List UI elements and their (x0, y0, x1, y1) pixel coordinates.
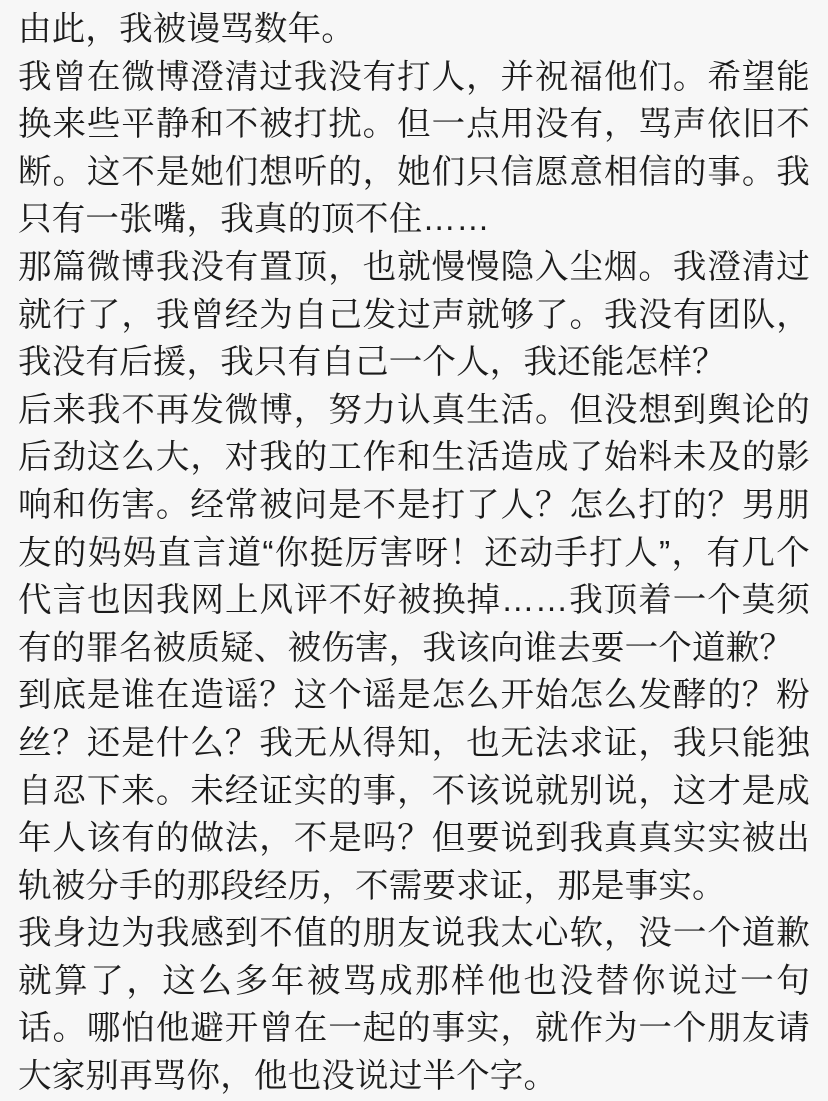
paragraph: 我身边为我感到不值的朋友说我太心软，没一个道歉就算了，这么多年被骂成那样他也没替你说过一句话。哪怕他避开曾在一起的事实，就作为一个朋友请大家别再骂你，他也没说过半个字。 (18, 915, 810, 1096)
paragraph: 那篇微博我没有置顶，也就慢慢隐入尘烟。我澄清过就行了，我曾经为自己发过声就够了。我没有团队，我没有后援，我只有自己一个人，我还能怎样？ (18, 248, 810, 382)
paragraph: 我曾在微博澄清过我没有打人，并祝福他们。希望能换来些平静和不被打扰。但一点用没有，骂声依旧不断。这不是她们想听的，她们只信愿意相信的事。我只有一张嘴，我真的顶不住…… (18, 58, 810, 239)
paragraph: 后来我不再发微博，努力认真生活。但没想到舆论的后劲这么大，对我的工作和生活造成了始料未及的影响和伤害。经常被问是不是打了人？怎么打的？男朋友的妈妈直言道“你挺厉害呀！还动手打人”，有几个代言也因我网上风评不好被换掉……我顶着一个莫须有的罪名被质疑、被伤害，我该向谁去要一个道歉？ (18, 391, 810, 667)
paragraph: 到底是谁在造谣？这个谣是怎么开始怎么发酵的？粉丝？还是什么？我无从得知，也无法求证，我只能独自忍下来。未经证实的事，不该说就别说，这才是成年人该有的做法，不是吗？但要说到我真真实实被出轨被分手的那段经历，不需要求证，那是事实。 (18, 677, 810, 905)
paragraph: 由此，我被谩骂数年。 (18, 11, 355, 48)
article-body (18, 6, 810, 1101)
